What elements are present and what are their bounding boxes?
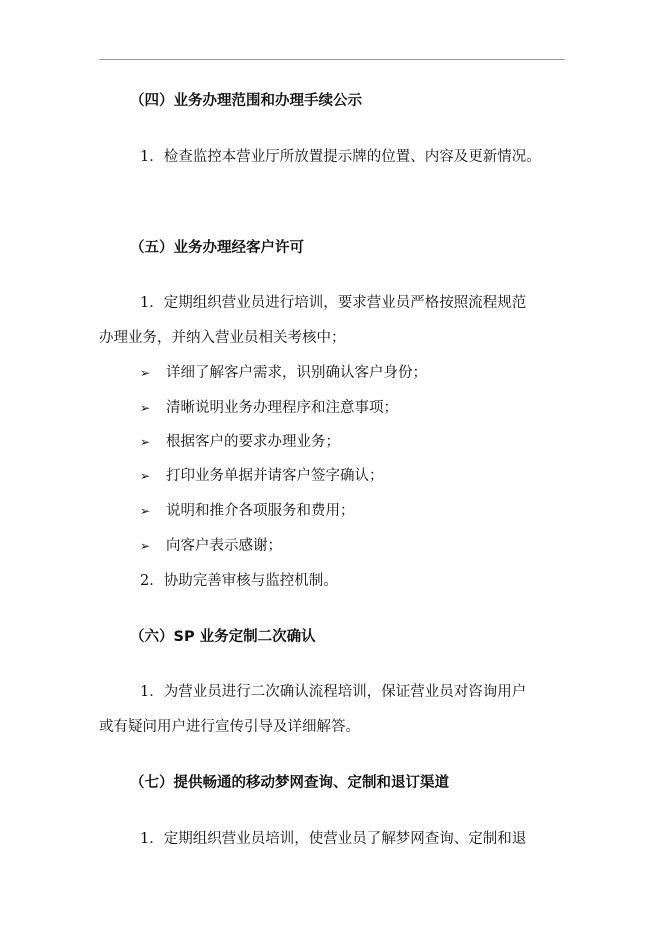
section-4-item-1: 1．检查监控本营业厅所放置提示牌的位置、内容及更新情况。	[140, 149, 541, 165]
bullet-item: ➢ 说明和推介各项服务和费用；	[140, 503, 355, 519]
arrowhead-bullet-icon: ➢	[140, 401, 151, 415]
arrowhead-bullet-icon: ➢	[140, 435, 151, 449]
arrowhead-bullet-icon: ➢	[140, 539, 151, 553]
bullet-item: ➢ 根据客户的要求办理业务；	[140, 434, 340, 450]
section-5-para2: 2．协助完善审核与监控机制。	[140, 573, 338, 589]
arrowhead-bullet-icon: ➢	[140, 504, 151, 518]
section-heading-6: （六）SP 业务定制二次确认	[130, 629, 316, 645]
header-rule	[99, 59, 565, 60]
bullet-item: ➢ 向客户表示感谢；	[140, 538, 282, 554]
section-heading-4: （四）业务办理范围和办理手续公示	[130, 93, 362, 109]
section-5-para1-line1: 1．定期组织营业员进行培训，要求营业员严格按照流程规范	[140, 295, 527, 311]
arrowhead-bullet-icon: ➢	[140, 469, 151, 483]
section-heading-7: （七）提供畅通的移动梦网查询、定制和退订渠道	[130, 775, 449, 791]
bullet-item: ➢ 详细了解客户需求，识别确认客户身份；	[140, 365, 427, 381]
bullet-item: ➢ 打印业务单据并请客户签字确认；	[140, 468, 384, 484]
section-6-para1-line1: 1．为营业员进行二次确认流程培训，保证营业员对咨询用户	[140, 684, 527, 700]
bullet-item: ➢ 清晰说明业务办理程序和注意事项；	[140, 400, 398, 416]
section-5-para1-line2: 办理业务，并纳入营业员相关考核中；	[99, 330, 346, 346]
section-7-para1-line1: 1．定期组织营业员培训，使营业员了解梦网查询、定制和退	[140, 831, 527, 847]
arrowhead-bullet-icon: ➢	[140, 366, 151, 380]
section-6-para1-line2: 或有疑问用户进行宣传引导及详细解答。	[99, 719, 360, 735]
section-heading-5: （五）业务办理经客户许可	[130, 240, 304, 256]
